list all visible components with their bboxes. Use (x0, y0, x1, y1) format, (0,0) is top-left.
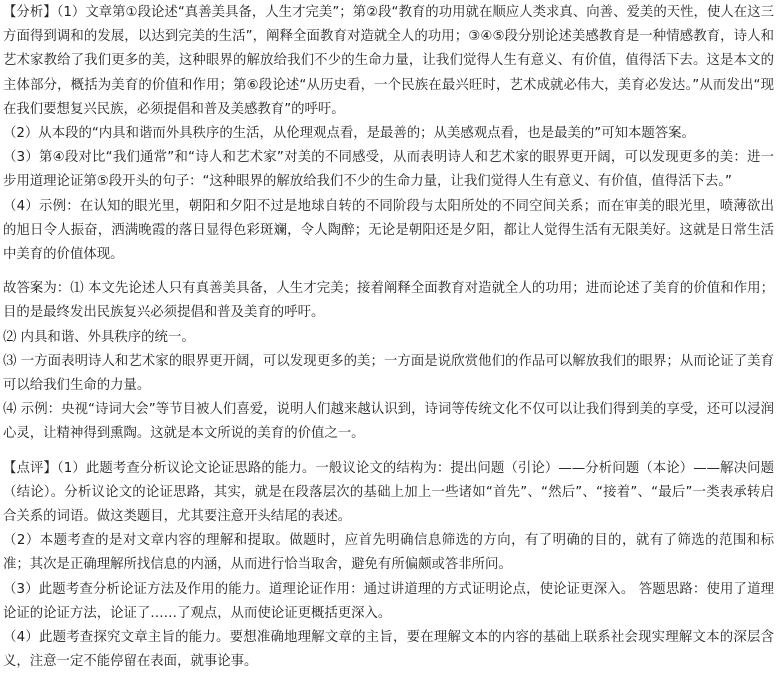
analysis-paragraph-4: （4）示例：在认知的眼光里，朝阳和夕阳不过是地球自转的不同阶段与太阳所处的不同空间关系；而在审美的眼光里，喷薄欲出的旭日令人振奋，洒满晚霞的落日显得色彩斑斓，令人陶醉；无论是朝阳还是夕阳，都让人觉得生活有无限美好。这就是日常生活中美育的价值体现。 (3, 198, 774, 263)
analysis-section (3, 1, 774, 267)
answer-section (3, 277, 774, 446)
analysis-tag: 【分析】 (3, 5, 57, 20)
section-spacer (3, 447, 774, 457)
comment-text-1: （1）此题考查分析议论文论证思路的能力。一般议论文的结构为：提出问题（引论）——分析问题（本论）——解决问题（结论）。分析议论文的论证思路，其实，就是在段落层次的基础上加上一些诸如“首先”、“然后”、“接着”、“最后”一类表承转启合关系的词语。做这类题目，尤其要注意开头结尾的表述。 (3, 460, 774, 525)
answer-paragraph-2: ⑵ 内具和谐、外具秩序的统一。 (3, 329, 195, 345)
analysis-text-1: （1）文章第①段论述“真善美具备，人生才完美”；第②段“教育的功用就在顺应人类求真、向善、爱美的天性，使人在这三方面得到调和的发展，以达到完美的生活”，阐释全面教育对造就全人的功用；③④⑤段分别论述美感教育是一种情感教育，诗人和艺术家教给了我们更多的美，这种眼界的解放给我们不少的生命力量，让我们觉得人生有意义、有价值，值得活下去。这是本文的主体部分，概括为美育的价值和作用；第⑥段论述“从历史看，一个民族在最兴旺时，艺术成就必伟大，美育必发达。”从而发出“现在我们要想复兴民族，必须提倡和普及美感教育”的呼吁。 (3, 5, 775, 117)
comment-section (3, 457, 774, 675)
answer-paragraph-3: ⑶ 一方面表明诗人和艺术家的眼界更开阔，可以发现更多的美；一方面是说欣赏他们的作品可以解放我们的眼界；从而论证了美育可以给我们生命的力量。 (3, 353, 774, 394)
comment-paragraph-3: （3）此题考查分析论证方法及作用的能力。道理论证作用：通过讲道理的方式证明论点，使论证更深入。 答题思路：使用了道理论证的论证方法，论证了……了观点，从而使论证更概括更深入。 (3, 581, 774, 621)
analysis-paragraph-3: （3）第④段对比“我们通常”和“诗人和艺术家”对美的不同感受，从而表明诗人和艺术家的眼界更开阔，可以发现更多的美：进一步用道理论证第⑤段开头的句子：“这种眼界的解放给我们不少的生命力量，让我们觉得人生有意义、有价值，值得活下去。” (3, 150, 774, 190)
analysis-paragraph-2: （2）从本段的“内具和谐而外具秩序的生活，从伦理观点看，是最善的；从美感观点看，也是最美的”可知本题答案。 (3, 126, 695, 142)
analysis-paragraph-1 (3, 1, 774, 122)
comment-paragraph-1 (3, 457, 774, 530)
answer-paragraph-4: ⑷ 示例：央视“诗词大会”等节目被人们喜爱，说明人们越来越认识到，诗词等传统文化不仅可以让我们得到美的享受，还可以浸润心灵，让精神得到熏陶。这就是本文所说的美育的价值之一。 (3, 402, 774, 442)
section-spacer (3, 267, 774, 277)
comment-paragraph-4: （4）此题考查探究文章主旨的能力。要想准确地理解文章的主旨，要在理解文本的内容的基础上联系社会现实理解文本的深层含义，注意一定不能停留在表面，就事论事。 (3, 630, 774, 670)
comment-paragraph-2: （2）本题考查的是对文章内容的理解和提取。做题时，应首先明确信息筛选的方向，有了明确的目的，就有了筛选的范围和标准；其次是正确理解所找信息的内涵，从而进行恰当取舍，避免有所偏颇或答非所问。 (3, 533, 774, 573)
answer-paragraph-1: 故答案为：⑴ 本文先论述人只有真善美具备，人生才完美；接着阐释全面教育对造就全人的功用；进而论述了美育的价值和作用；目的是最终发出民族复兴必须提倡和普及美育的呼吁。 (3, 281, 774, 321)
comment-tag: 【点评】 (3, 460, 57, 476)
